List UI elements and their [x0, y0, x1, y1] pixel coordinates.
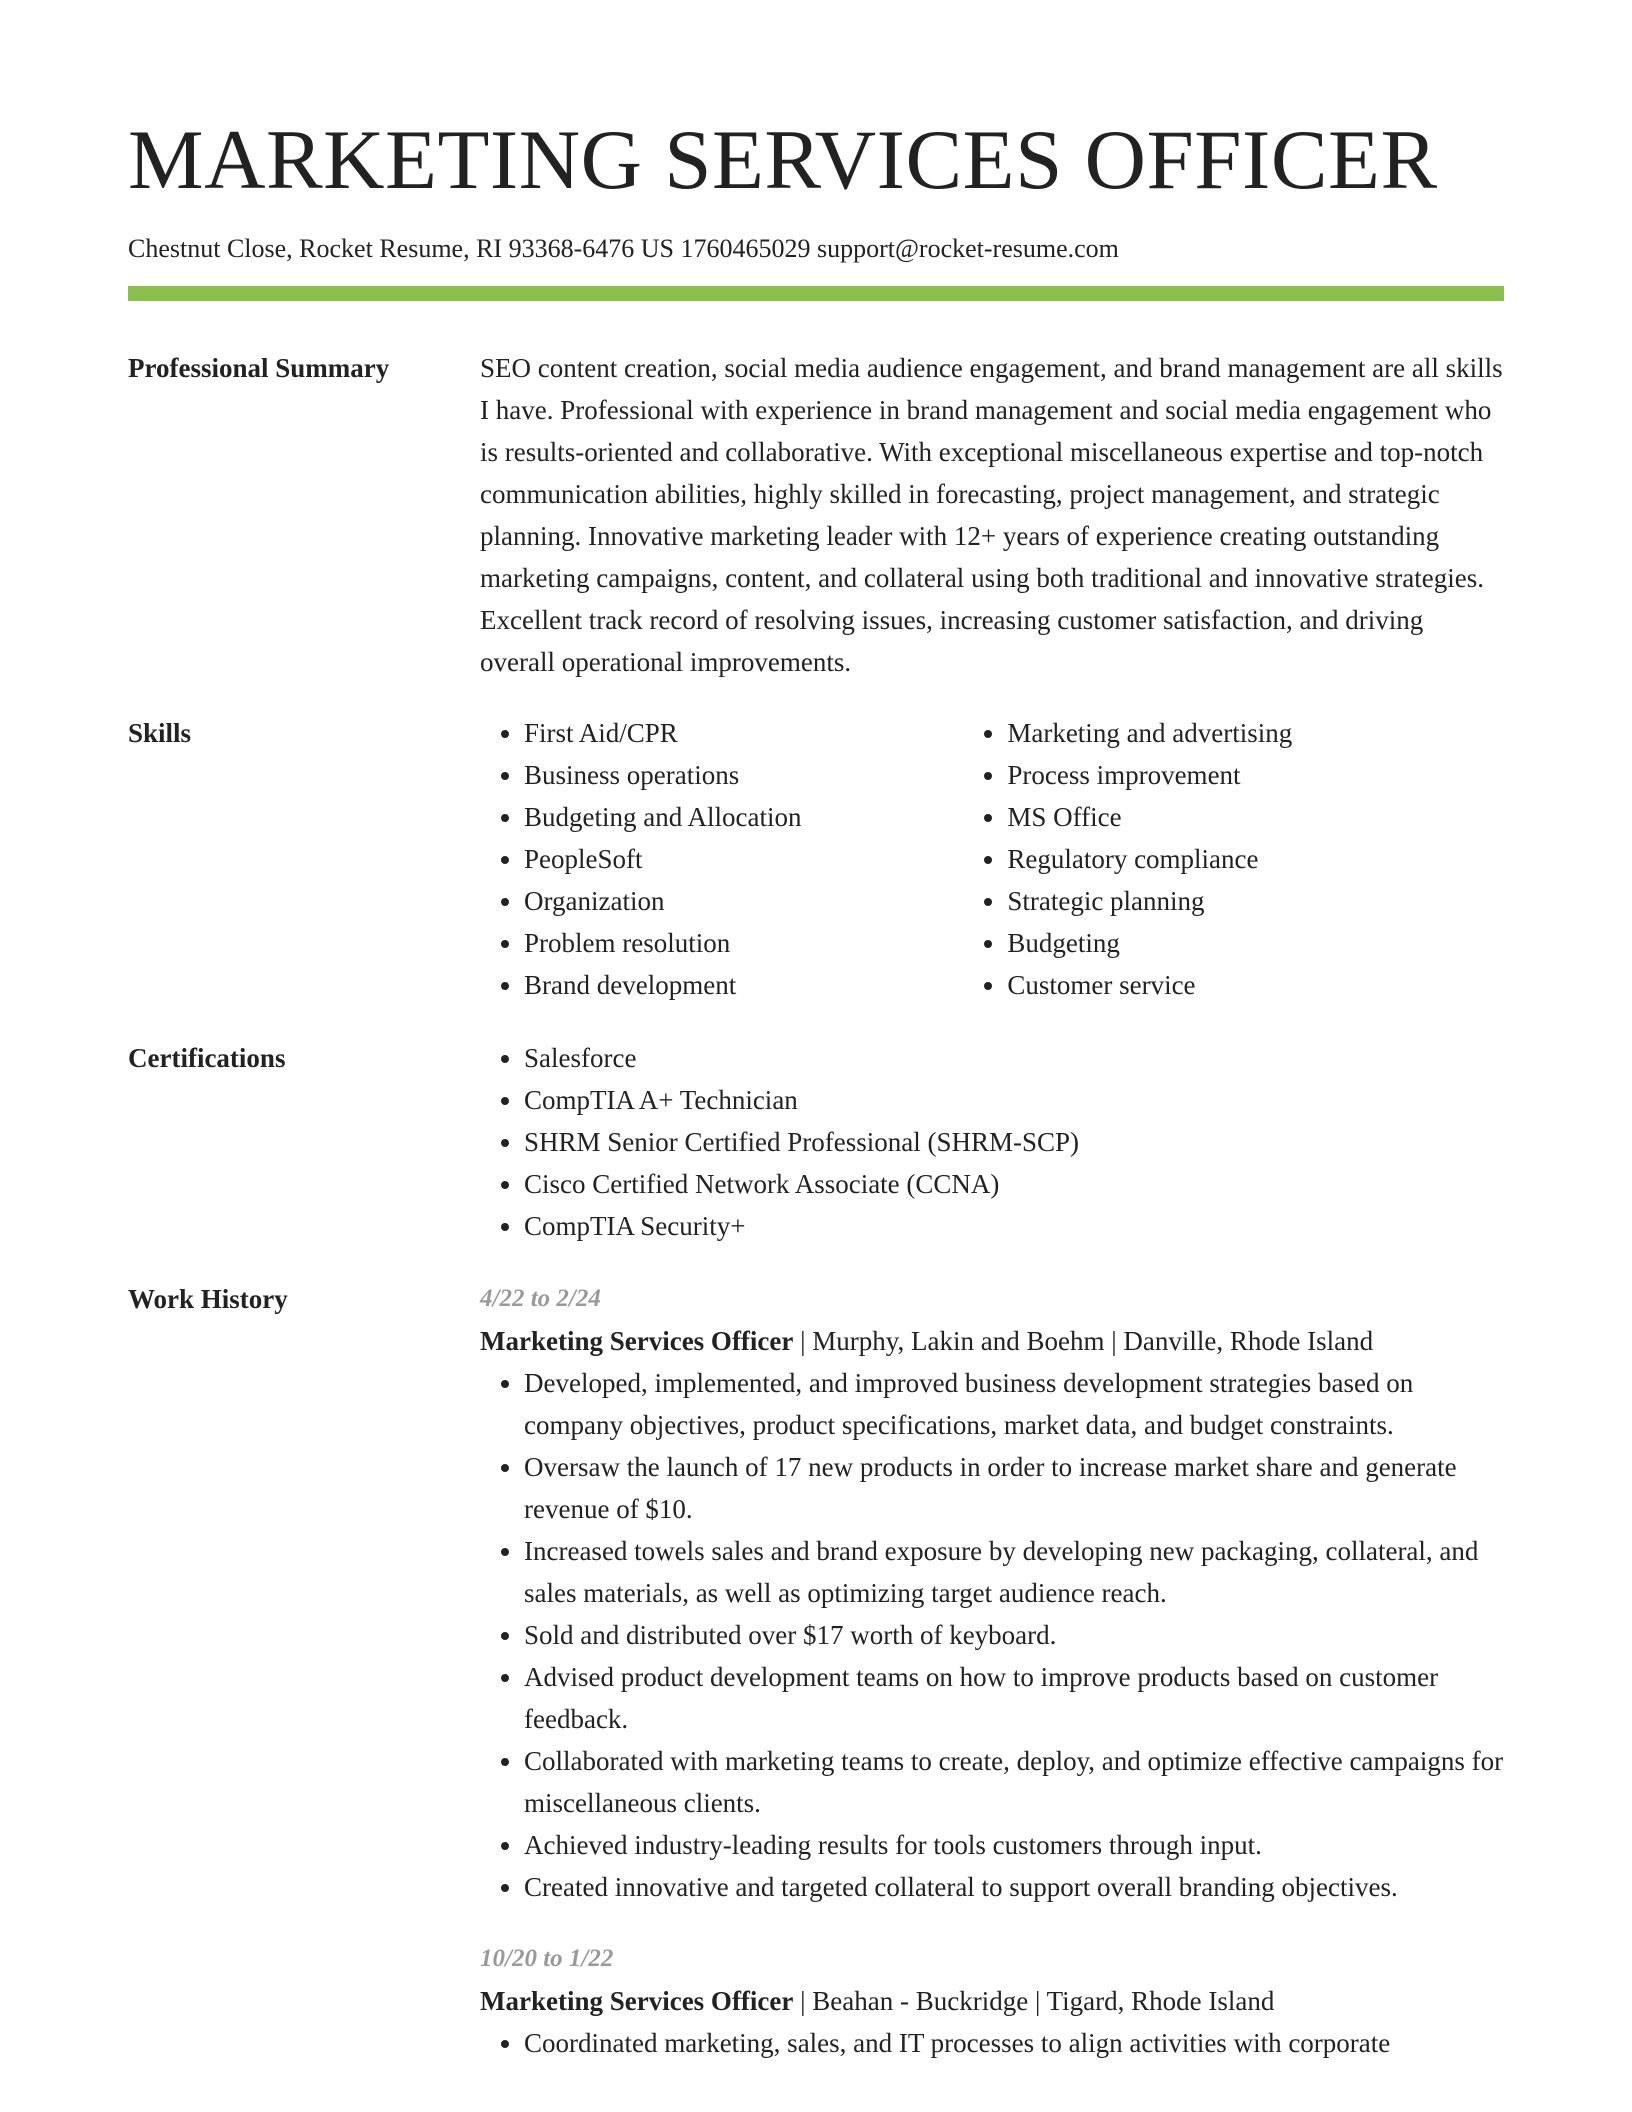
work-history-heading: Work History: [128, 1284, 288, 1314]
job-bullet: • Sold and distributed over $17 worth of keyboard.: [524, 1614, 1504, 1656]
job-bullet: • Oversaw the launch of 17 new products in order to increase market share and generate revenue of $10.: [524, 1446, 1504, 1530]
accent-divider: [128, 286, 1504, 301]
skills-columns: [480, 712, 1504, 1006]
job-bullet: • Collaborated with marketing teams to create, deploy, and optimize effective campaigns for miscellaneous clients.: [524, 1740, 1504, 1824]
skill-item: • Budgeting: [1007, 922, 1504, 964]
job-heading: [480, 1320, 1504, 1362]
skill-item: • Business operations: [524, 754, 963, 796]
certification-item: • CompTIA Security+: [524, 1205, 1504, 1247]
job-bullet: • Achieved industry-leading results for tools customers through input.: [524, 1824, 1504, 1866]
skill-item: • Regulatory compliance: [1007, 838, 1504, 880]
summary-text: SEO content creation, social media audience engagement, and brand management are all skills I have. Professional with experience in brand management and social media engagement who is results-oriented and collaborative. With exceptional miscellaneous expertise and top-notch communication abilities, highly skilled in forecasting, project management, and strategic planning. Innovative marketing leader with 12+ years of experience creating outstanding marketing campaigns, content, and collateral using both traditional and innovative strategies. Excellent track record of resolving issues, increasing customer satisfaction, and driving overall operational improvements.: [480, 353, 1503, 677]
skill-item: • Brand development: [524, 964, 963, 1006]
skills-list-right: [963, 712, 1504, 1006]
contact-line: [128, 232, 1119, 266]
job-bullet-list: [480, 1362, 1504, 1908]
certification-item: • CompTIA A+ Technician: [524, 1079, 1504, 1121]
resume-title: MARKETING SERVICES OFFICER: [128, 113, 1438, 207]
job-employer-location: | Murphy, Lakin and Boehm | Danville, Rhode Island: [793, 1326, 1374, 1356]
job-heading: [480, 1980, 1504, 2022]
skills-list-left: [480, 712, 963, 1006]
summary-heading: Professional Summary: [128, 353, 390, 383]
certifications-body: [480, 1037, 1504, 1247]
job-dates: 10/20 to 1/22: [480, 1945, 614, 1972]
skill-item: • Customer service: [1007, 964, 1504, 1006]
work-history-body: [480, 1278, 1504, 2064]
skill-item: • MS Office: [1007, 796, 1504, 838]
job-bullet-list: [480, 2022, 1504, 2064]
job-bullet: • Created innovative and targeted collateral to support overall branding objectives.: [524, 1866, 1504, 1908]
certifications-heading: Certifications: [128, 1043, 286, 1073]
contact-address: Chestnut Close, Rocket Resume, RI 93368-6476 US: [128, 234, 674, 263]
certifications-list: [480, 1037, 1504, 1247]
skill-item: • Strategic planning: [1007, 880, 1504, 922]
job-bullet: • Increased towels sales and brand exposure by developing new packaging, collateral, and sales materials, as well as optimizing target audience reach.: [524, 1530, 1504, 1614]
skill-item: • Marketing and advertising: [1007, 712, 1504, 754]
certification-item: • Salesforce: [524, 1037, 1504, 1079]
skill-item: • Budgeting and Allocation: [524, 796, 963, 838]
summary-body: [480, 347, 1504, 683]
skill-item: • Process improvement: [1007, 754, 1504, 796]
skills-body: [480, 712, 1504, 1006]
job-employer-location: | Beahan - Buckridge | Tigard, Rhode Island: [793, 1986, 1275, 2016]
skill-item: • First Aid/CPR: [524, 712, 963, 754]
job-bullet: • Developed, implemented, and improved business development strategies based on company objectives, product specifications, market data, and budget constraints.: [524, 1362, 1504, 1446]
skill-item: • Organization: [524, 880, 963, 922]
job-entry: [480, 1278, 1504, 1908]
job-bullet: • Advised product development teams on how to improve products based on customer feedback.: [524, 1656, 1504, 1740]
job-title: Marketing Services Officer: [480, 1326, 794, 1356]
contact-email: support@rocket-resume.com: [816, 234, 1119, 263]
contact-phone: 1760465029: [680, 234, 811, 263]
job-title: Marketing Services Officer: [480, 1986, 794, 2016]
job-bullet: • Coordinated marketing, sales, and IT processes to align activities with corporate: [524, 2022, 1504, 2064]
job-entry: [480, 1938, 1504, 2064]
certification-item: • Cisco Certified Network Associate (CCNA): [524, 1163, 1504, 1205]
certification-item: • SHRM Senior Certified Professional (SHRM-SCP): [524, 1121, 1504, 1163]
skill-item: • Problem resolution: [524, 922, 963, 964]
job-dates: 4/22 to 2/24: [480, 1285, 601, 1312]
skill-item: • PeopleSoft: [524, 838, 963, 880]
skills-heading: Skills: [128, 718, 192, 748]
